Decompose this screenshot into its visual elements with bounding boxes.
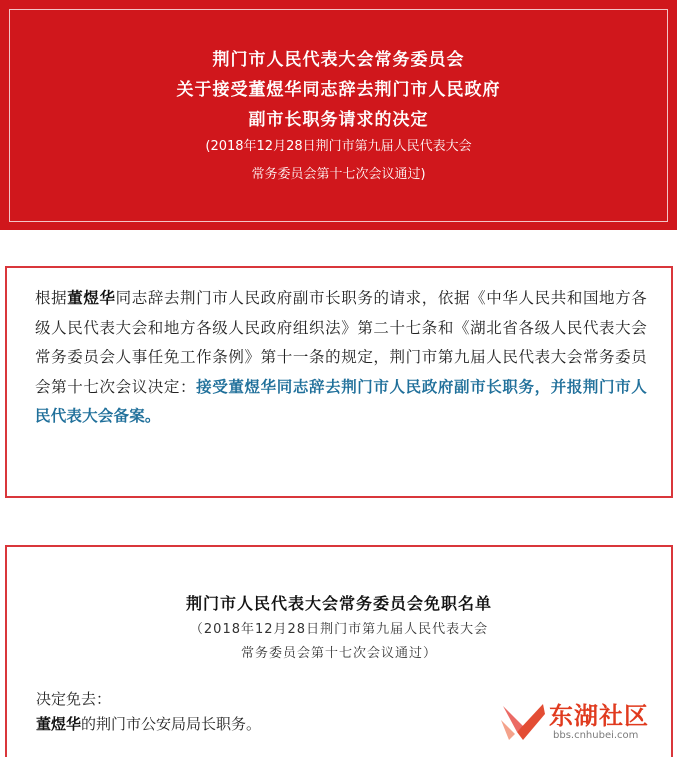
watermark-url: bbs.cnhubei.com	[553, 730, 639, 741]
decision-person-name: 董煜华	[67, 289, 116, 307]
banner-title-line2: 关于接受董煜华同志辞去荆门市人民政府	[176, 80, 501, 100]
removal-person: 董煜华	[36, 715, 82, 733]
banner-title-line1: 荆门市人民代表大会常务委员会	[212, 50, 465, 70]
decision-prefix: 根据	[35, 289, 68, 307]
banner-subtitle-line2: 常务委员会第十七次会议通过)	[251, 167, 426, 182]
watermark-brand: 东湖社区	[549, 702, 649, 730]
decision-paragraph	[35, 284, 647, 432]
removal-entry	[36, 713, 261, 734]
banner-subtitle-line1: (2018年12月28日荆门市第九届人民代表大会	[205, 139, 472, 154]
title-banner	[0, 0, 677, 230]
decision-box	[5, 266, 673, 498]
removal-subtitle-line2: 常务委员会第十七次会议通过）	[240, 646, 437, 661]
decision-highlight: 接受董煜华同志辞去荆门市人民政府副市长职务，并报荆门市人民代表大会备案。	[35, 377, 647, 425]
watermark	[497, 694, 677, 752]
removal-subtitle-line1: （2018年12月28日荆门市第九届人民代表大会	[189, 622, 489, 637]
decision-body: 同志辞去荆门市人民政府副市长职务的请求，依据《中华人民共和国地方各级人民代表大会和地方各级人民政府组织法》第二十七条和《湖北省各级人民代表大会常务委员会人事任免工作条例》第十一条的规定，荆门市第九届人民代表大会常务委员会第十七次会议决定：	[35, 289, 647, 396]
removal-title: 荆门市人民代表大会常务委员会免职名单	[185, 594, 492, 613]
dhsq-logo-icon	[497, 696, 549, 748]
banner-title-line3: 副市长职务请求的决定	[248, 110, 429, 130]
removal-decide-label: 决定免去：	[36, 690, 112, 708]
removal-duty: 的荆门市公安局局长职务。	[81, 715, 262, 733]
